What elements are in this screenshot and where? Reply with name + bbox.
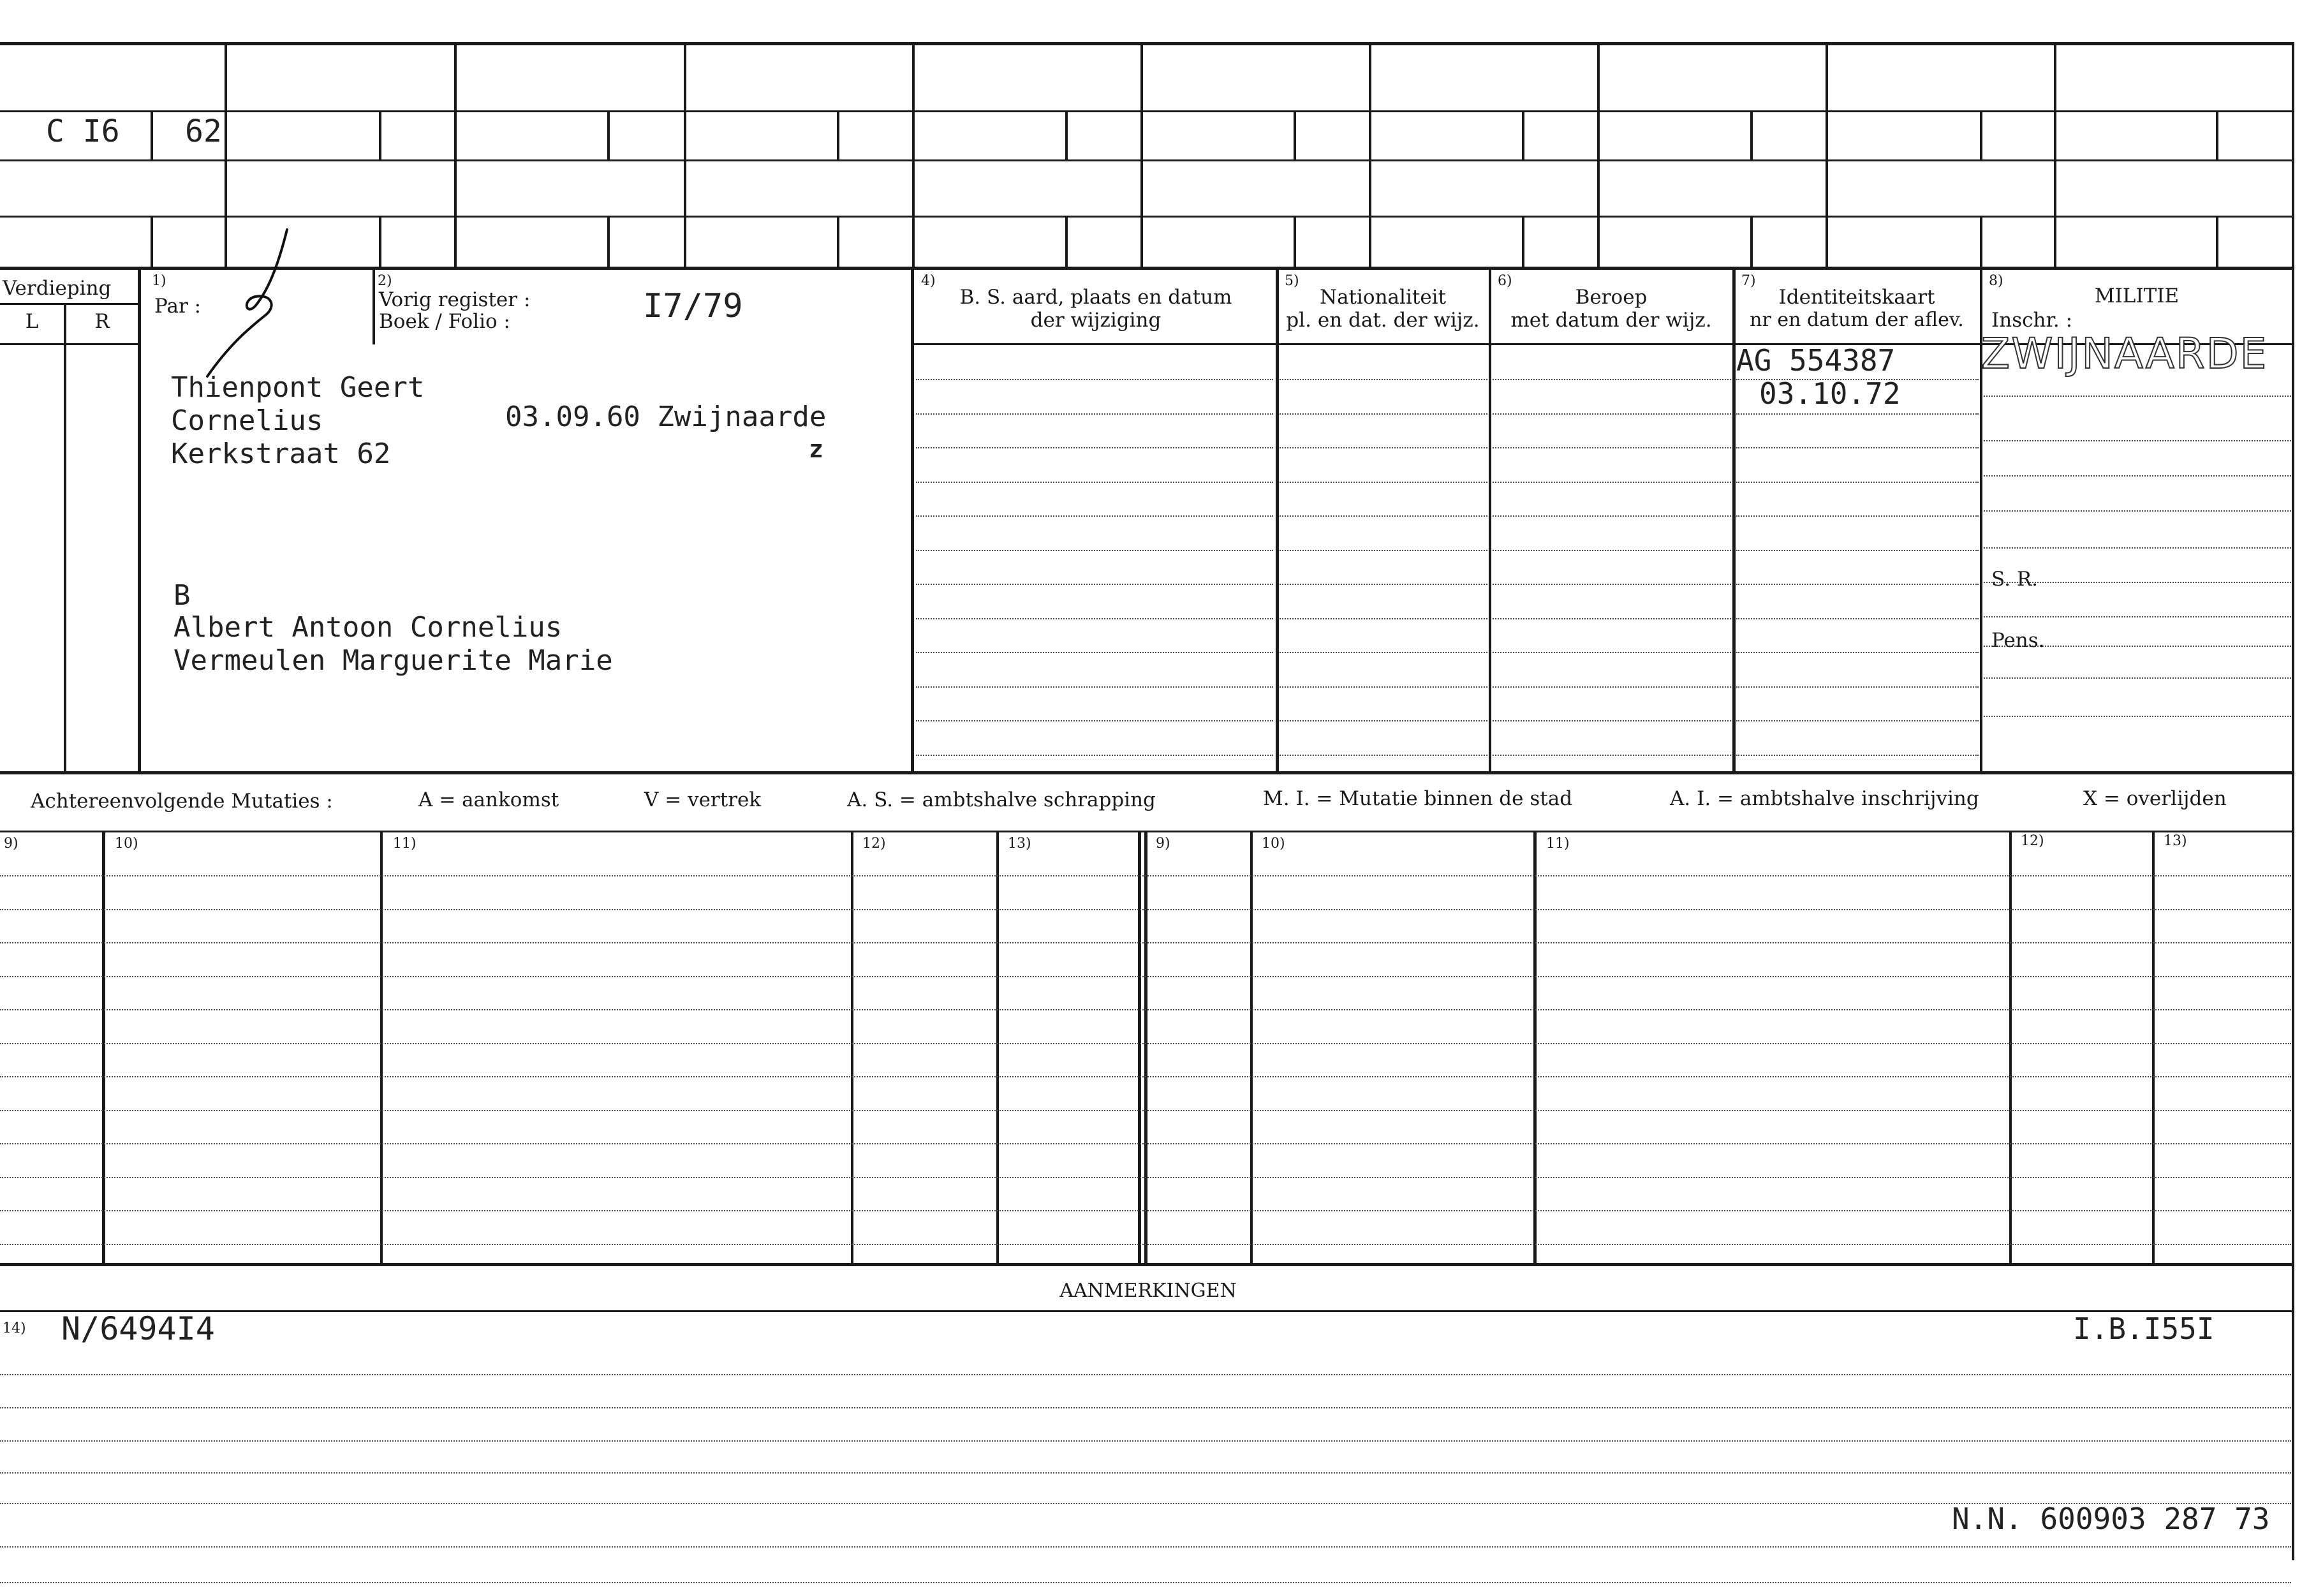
- mut-left-col10: 10): [115, 836, 138, 852]
- ruled-line: [0, 1143, 2291, 1144]
- mut-left-col11: 11): [393, 836, 417, 852]
- ruled-line: [0, 1503, 2291, 1504]
- ruled-line: [1280, 720, 1487, 721]
- ruled-line: [1736, 515, 1979, 517]
- ruled-line: [1984, 716, 2291, 717]
- ruled-line: [1984, 547, 2291, 549]
- col2-label-register: Vorig register :: [379, 288, 531, 311]
- identity-card-date: 03.10.72: [1759, 376, 1901, 411]
- militia-sr-label: S. R.: [1991, 568, 2039, 591]
- col6-label-b: met datum der wijz.: [1510, 309, 1712, 332]
- previous-register-value: I7/79: [643, 287, 743, 325]
- ruled-line: [1280, 550, 1487, 551]
- top-grid-major-line: [1826, 42, 1828, 267]
- legend-ambtshalve-schrapping: A. S. = ambtshalve schrapping: [847, 788, 1156, 811]
- ruled-line: [0, 1546, 2291, 1548]
- col1-label: Par :: [154, 295, 202, 318]
- ruled-line: [1493, 755, 1731, 756]
- ruled-line: [1736, 447, 1979, 448]
- top-grid-major-line: [684, 42, 686, 267]
- remarks-number: 14): [3, 1320, 26, 1336]
- person-mark: z: [809, 435, 823, 463]
- mut-right-col9: 9): [1156, 836, 1170, 852]
- mut-left-col13: 13): [1008, 836, 1031, 852]
- ruled-line: [1280, 755, 1487, 756]
- ruled-line: [1280, 515, 1487, 517]
- handwritten-paraph: [191, 217, 306, 383]
- col6-number: 6): [1498, 273, 1512, 289]
- remarks-top-line: [0, 1310, 2293, 1312]
- identity-card-number: AG 554387: [1736, 343, 1896, 378]
- ruled-line: [1493, 720, 1731, 721]
- ruled-line: [1736, 755, 1979, 756]
- ruled-line: [1493, 515, 1731, 517]
- col7-label-a: Identiteitskaart: [1778, 286, 1935, 309]
- col2-number: 2): [378, 273, 392, 289]
- ruled-line: [0, 1076, 2291, 1077]
- card-code: C I6: [46, 114, 120, 149]
- ruled-line: [1984, 395, 2291, 397]
- top-grid-minor-line: [1522, 216, 1524, 267]
- top-grid-major-line: [912, 42, 915, 267]
- mut-right-col10: 10): [1262, 836, 1285, 852]
- father-name: Albert Antoon Cornelius: [173, 611, 563, 644]
- ruled-line: [0, 875, 2291, 876]
- legend-vertrek: V = vertrek: [644, 788, 762, 811]
- top-grid-minor-line: [1065, 110, 1068, 159]
- ruled-line: [1280, 379, 1487, 380]
- ruled-line: [1493, 686, 1731, 688]
- top-grid-minor-line: [1065, 216, 1068, 267]
- col8-number: 8): [1989, 273, 2003, 289]
- ruled-line: [916, 482, 1273, 483]
- remarks-ib-number: I.B.I55I: [2073, 1312, 2215, 1346]
- top-grid-minor-line: [1294, 110, 1296, 159]
- col1-number: 1): [152, 273, 166, 289]
- floor-right-label: R: [94, 310, 110, 333]
- top-grid-minor-line: [1980, 110, 1982, 159]
- ruled-line: [916, 686, 1273, 688]
- ruled-line: [0, 1440, 2291, 1442]
- parents-code: B: [173, 579, 191, 612]
- top-grid-major-line: [1140, 42, 1143, 267]
- ruled-line: [0, 1009, 2291, 1010]
- ruled-line: [0, 976, 2291, 977]
- col5-label-a: Nationaliteit: [1319, 286, 1447, 309]
- remarks-title: AANMERKINGEN: [1059, 1280, 1237, 1302]
- ruled-line: [0, 909, 2291, 910]
- ruled-line: [0, 1177, 2291, 1178]
- top-grid-minor-line: [1294, 216, 1296, 267]
- person-birth: 03.09.60 Zwijnaarde: [505, 401, 827, 433]
- col6-label-a: Beroep: [1575, 286, 1648, 309]
- ruled-line: [1493, 584, 1731, 585]
- ruled-line: [1280, 652, 1487, 653]
- ruled-line: [1736, 652, 1979, 653]
- ruled-line: [0, 1582, 2291, 1583]
- col5-number: 5): [1285, 273, 1299, 289]
- ruled-line: [1280, 447, 1487, 448]
- ruled-line: [1736, 413, 1979, 415]
- col2-label-folio: Boek / Folio :: [379, 310, 510, 333]
- ruled-line: [1984, 440, 2291, 441]
- mother-name: Vermeulen Marguerite Marie: [173, 644, 613, 677]
- top-grid-minor-line: [837, 110, 839, 159]
- top-grid-minor-line: [607, 110, 610, 159]
- ruled-line: [1984, 475, 2291, 477]
- top-grid-major-line: [454, 42, 457, 267]
- col7-label-b: nr en datum der aflev.: [1750, 309, 1964, 331]
- col4-number: 4): [921, 273, 936, 289]
- ruled-line: [0, 942, 2291, 943]
- verdieping-label: Verdieping: [3, 277, 112, 300]
- ruled-line: [0, 1210, 2291, 1211]
- person-name-line1: Thienpont Geert: [171, 371, 425, 404]
- ruled-line: [0, 1244, 2291, 1245]
- col4-label-a: B. S. aard, plaats en datum: [959, 286, 1232, 309]
- ruled-line: [916, 584, 1273, 585]
- ruled-line: [1736, 550, 1979, 551]
- militia-pens-label: Pens.: [1991, 629, 2045, 652]
- ruled-line: [1493, 618, 1731, 619]
- ruled-line: [916, 618, 1273, 619]
- top-grid-major-line: [2054, 42, 2056, 267]
- ruled-line: [1280, 413, 1487, 415]
- ruled-line: [916, 755, 1273, 756]
- ruled-line: [1736, 584, 1979, 585]
- ruled-line: [1280, 482, 1487, 483]
- militia-inscription-label: Inschr. :: [1991, 309, 2073, 332]
- ruled-line: [1493, 550, 1731, 551]
- mut-left-col9: 9): [4, 836, 18, 852]
- ruled-line: [916, 550, 1273, 551]
- top-grid-minor-line: [151, 110, 153, 159]
- legend-ambtshalve-inschrijving: A. I. = ambtshalve inschrijving: [1670, 787, 1979, 810]
- ruled-line: [1280, 686, 1487, 688]
- top-grid-major-line: [1369, 42, 1371, 267]
- ruled-line: [1493, 447, 1731, 448]
- mutations-title: Achtereenvolgende Mutaties :: [31, 790, 333, 813]
- top-grid-minor-line: [151, 216, 153, 267]
- mut-left-col12: 12): [862, 836, 886, 852]
- top-grid-minor-line: [1980, 216, 1982, 267]
- ruled-line: [1280, 618, 1487, 619]
- legend-mutatie-binnen-stad: M. I. = Mutatie binnen de stad: [1263, 787, 1573, 810]
- top-grid-minor-line: [2216, 216, 2218, 267]
- top-grid-minor-line: [379, 216, 381, 267]
- top-grid-minor-line: [607, 216, 610, 267]
- col4-label-b: der wijziging: [1030, 309, 1162, 332]
- ruled-line: [1493, 379, 1731, 380]
- top-grid-minor-line: [837, 216, 839, 267]
- ruled-line: [916, 379, 1273, 380]
- col5-label-b: pl. en dat. der wijz.: [1286, 309, 1480, 332]
- top-grid-major-line: [1597, 42, 1600, 267]
- ruled-line: [916, 515, 1273, 517]
- person-name-line2: Cornelius: [171, 404, 323, 437]
- top-grid-minor-line: [1750, 110, 1753, 159]
- ruled-line: [1493, 413, 1731, 415]
- ruled-line: [1736, 686, 1979, 688]
- ruled-line: [1493, 652, 1731, 653]
- ruled-line: [916, 447, 1273, 448]
- militia-stamp: ZWIJNAARDE: [1981, 329, 2268, 378]
- person-address: Kerkstraat 62: [171, 438, 391, 470]
- mut-right-col11: 11): [1546, 836, 1570, 852]
- ruled-line: [1736, 618, 1979, 619]
- card-number: 62: [185, 114, 222, 149]
- ruled-line: [916, 652, 1273, 653]
- ruled-line: [1984, 616, 2291, 617]
- ruled-line: [1493, 482, 1731, 483]
- top-grid-minor-line: [379, 110, 381, 159]
- top-grid-minor-line: [1750, 216, 1753, 267]
- ruled-line: [1984, 677, 2291, 679]
- ruled-line: [0, 1472, 2291, 1474]
- col7-number: 7): [1741, 273, 1756, 289]
- ruled-line: [0, 1374, 2291, 1375]
- legend-aankomst: A = aankomst: [418, 788, 559, 811]
- ruled-line: [916, 413, 1273, 415]
- mut-right-col12: 12): [2021, 833, 2044, 849]
- top-grid-minor-line: [1522, 110, 1524, 159]
- mut-right-col13: 13): [2164, 833, 2187, 849]
- ruled-line: [1984, 510, 2291, 512]
- floor-left-label: L: [25, 310, 39, 333]
- remarks-nn-number: N.N. 600903 287 73: [1952, 1502, 2270, 1536]
- ruled-line: [1280, 584, 1487, 585]
- ruled-line: [0, 1043, 2291, 1044]
- ruled-line: [0, 1407, 2291, 1408]
- ruled-line: [916, 720, 1273, 721]
- legend-overlijden: X = overlijden: [2083, 787, 2227, 810]
- militia-label: MILITIE: [2094, 284, 2180, 307]
- top-grid-minor-line: [2216, 110, 2218, 159]
- ruled-line: [0, 1110, 2291, 1111]
- remarks-reference: N/6494I4: [61, 1310, 215, 1347]
- ruled-line: [1736, 482, 1979, 483]
- ruled-line: [1736, 720, 1979, 721]
